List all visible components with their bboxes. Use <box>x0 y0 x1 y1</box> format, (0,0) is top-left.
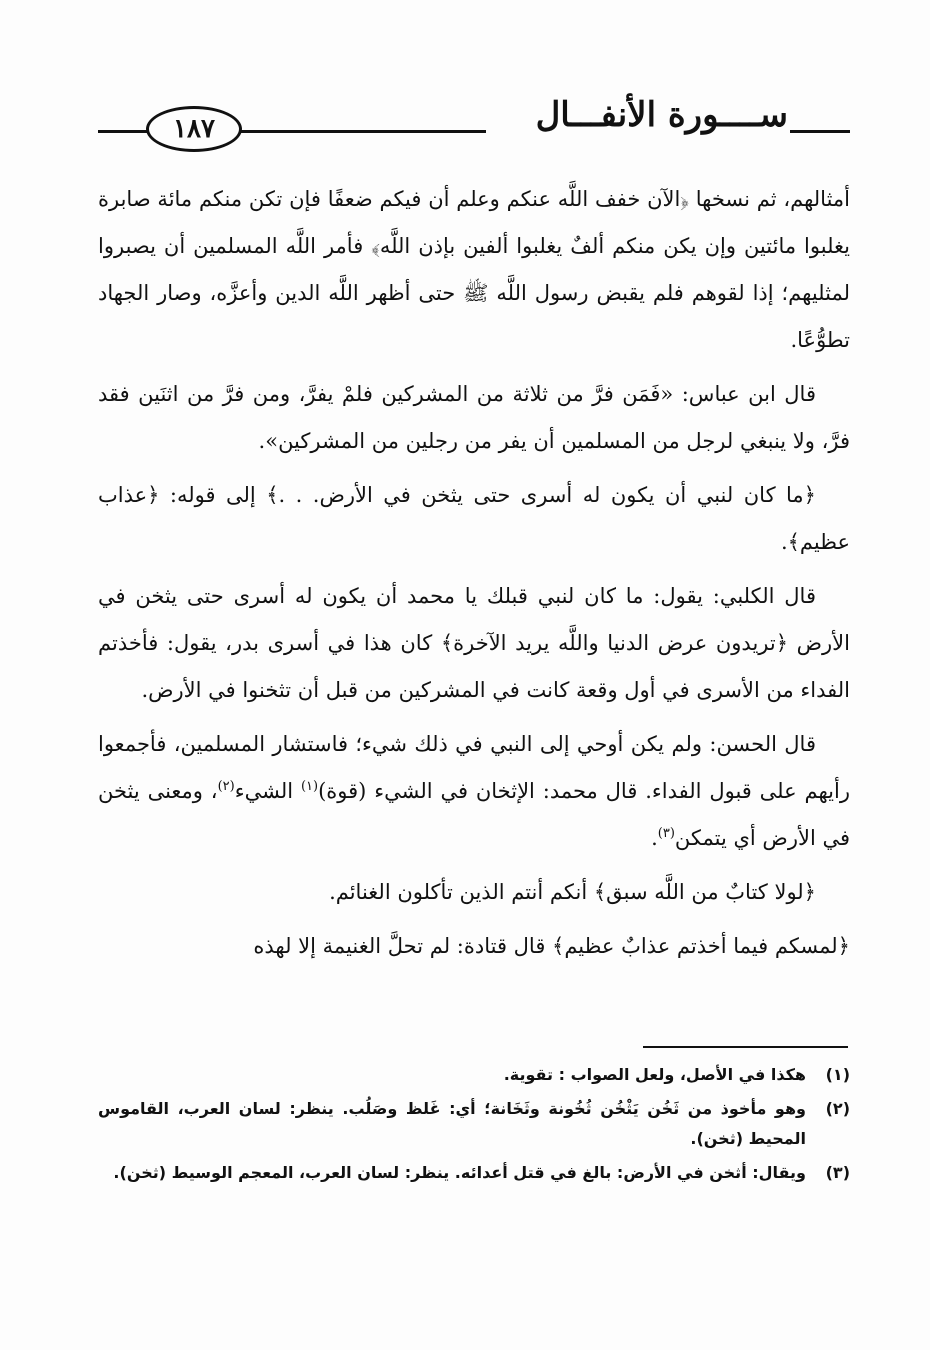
footnote-text: ويقال: أثخن في الأرض: بالغ في قتل أعدائه. ينظر: لسان العرب، المعجم الوسيط (ثخن). <box>113 1163 806 1182</box>
footnote-number: (٣) <box>825 1163 850 1182</box>
page-header <box>98 92 850 162</box>
paragraph-5-tail-4: . <box>651 826 658 850</box>
paragraph-5-tail-1: (قوة) <box>318 779 367 803</box>
paragraph-5-tail-3: ، ومعنى يثخن في الأرض أي يتمكن <box>98 779 850 850</box>
paragraph-3: ﴿ما كان لنبي أن يكون له أسرى حتى يثخن في الأرض. . .﴾ إلى قوله: ﴿عذاب عظيم﴾. <box>98 483 850 554</box>
paragraph-4: قال الكلبي: يقول: ما كان لنبي قبلك يا محمد أن يكون له أسرى حتى يثخن في الأرض ﴿تريدون عرض الدنيا واللَّه يريد الآخرة﴾ كان هذا في أسرى بدر، يقول: فأخذتم الفداء من الأسرى في أول وقعة كانت في المشركين من قبل أن تثخنوا في الأرض. <box>98 584 850 702</box>
page-number-badge <box>146 106 242 152</box>
footnote-ref-1[interactable]: (١) <box>300 779 319 794</box>
paragraph-1: أمثالهم، ثم نسخها ﴿الآن خفف اللَّه عنكم وعلم أن فيكم ضعفًا فإن تكن منكم مائة صابرة يغلبوا مائتين وإن يكن منكم ألفٌ يغلبوا ألفين بإذن اللَّه﴾ فأمر اللَّه المسلمين أن يصبروا لمثليهم؛ إذا لقوهم فلم يقبض رسول اللَّه ﷺ حتى أظهر اللَّه الدين وأعزَّه، وصار الجهاد تطوُّعًا. <box>98 187 850 352</box>
footnote-text: هكذا في الأصل، ولعل الصواب : تقوية. <box>503 1065 806 1084</box>
footnote-3 <box>98 1158 850 1188</box>
paragraph-5-tail-2: الشيء <box>234 779 301 803</box>
surah-title: ســــورة الأنفـــال <box>535 95 788 135</box>
page-number: ١٨٧ <box>173 114 215 144</box>
footnote-divider <box>643 1046 848 1048</box>
footnote-number: (١) <box>825 1065 850 1084</box>
header-rule-right <box>790 130 850 133</box>
footnote-2 <box>98 1094 850 1154</box>
footnote-ref-3[interactable]: (٣) <box>657 826 675 841</box>
paragraph-6: ﴿لولا كتابٌ من اللَّه سبق﴾ أنكم أنتم الذين تأكلون الغنائم. <box>329 880 816 904</box>
paragraph-2: قال ابن عباس: «فَمَن فرَّ من ثلاثة من المشركين فلمْ يفرَّ، ومن فرَّ من اثنَين فقد فرَّ، ولا ينبغي لرجل من المسلمين أن يفر من رجلين من المشركين». <box>98 382 850 453</box>
paragraph-7: ﴿لمسكم فيما أخذتم عذابٌ عظيم﴾ قال قتادة: لم تحلَّ الغنيمة إلا لهذه <box>253 934 850 958</box>
footnote-text: وهو مأخوذ من ثَخُن يَثْخُن ثُخُونة وثَخَانة؛ أي: غَلظ وصَلُب. ينظر: لسان العرب، القاموس المحيط (ثخن). <box>98 1099 806 1148</box>
main-text <box>98 176 850 977</box>
paragraph-5 <box>98 721 850 862</box>
footnote-1 <box>98 1060 850 1090</box>
footnote-ref-2[interactable]: (٢) <box>217 779 235 794</box>
footnotes <box>98 1060 850 1192</box>
paragraph-5-text: قال الحسن: ولم يكن أوحي إلى النبي في ذلك شيء؛ فاستشار المسلمين، فأجمعوا رأيهم على قبول الفداء. قال محمد: الإثخان في الشيء <box>98 732 851 803</box>
footnote-number: (٢) <box>825 1099 850 1118</box>
